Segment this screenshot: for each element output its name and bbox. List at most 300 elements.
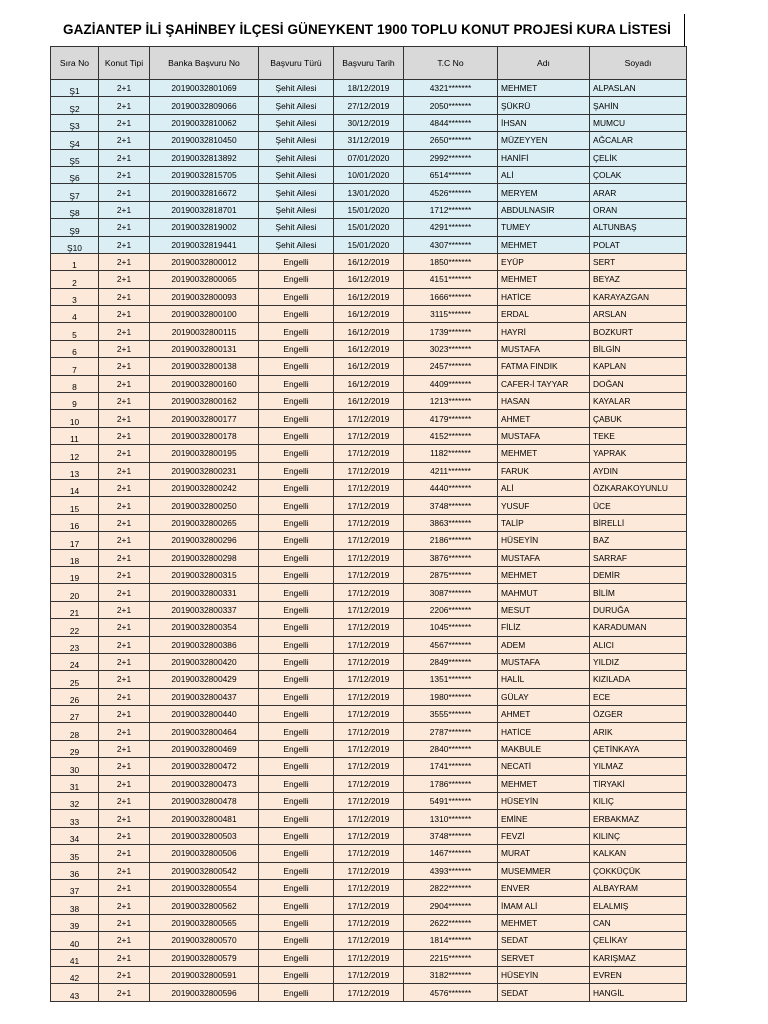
table-row: [51, 219, 687, 236]
table-row: [51, 497, 687, 514]
tc-no-cell: 1814*******: [404, 932, 498, 949]
basvuru-turu-cell: Engelli: [259, 862, 334, 879]
table-row: [51, 827, 687, 844]
adi-cell: ENVER: [498, 879, 590, 896]
konut-tipi-cell: 2+1: [99, 758, 150, 775]
basvuru-turu-cell: Engelli: [259, 932, 334, 949]
table-row: [51, 636, 687, 653]
basvuru-tarih-cell: 17/12/2019: [334, 879, 404, 896]
tc-no-cell: 1739*******: [404, 323, 498, 340]
sira-no-cell: 26: [51, 688, 99, 705]
soyadi-cell: DURUĞA: [590, 601, 687, 618]
konut-tipi-cell: 2+1: [99, 966, 150, 983]
sira-no-cell: 24: [51, 653, 99, 670]
table-row: [51, 653, 687, 670]
table-row: [51, 566, 687, 583]
tc-no-cell: 2992*******: [404, 149, 498, 166]
basvuru-tarih-cell: 17/12/2019: [334, 584, 404, 601]
basvuru-turu-cell: Şehit Ailesi: [259, 236, 334, 253]
soyadi-cell: ÇABUK: [590, 410, 687, 427]
table-row: [51, 706, 687, 723]
basvuru-tarih-cell: 17/12/2019: [334, 845, 404, 862]
banka-basvuru-no-cell: 20190032800440: [150, 706, 259, 723]
basvuru-tarih-cell: 17/12/2019: [334, 566, 404, 583]
basvuru-tarih-cell: 16/12/2019: [334, 340, 404, 357]
page-edge-line: [684, 14, 685, 46]
adi-cell: MAKBULE: [498, 740, 590, 757]
basvuru-turu-cell: Engelli: [259, 827, 334, 844]
basvuru-tarih-cell: 17/12/2019: [334, 462, 404, 479]
banka-basvuru-no-cell: 20190032800596: [150, 984, 259, 1001]
sira-no-cell: Ş7: [51, 184, 99, 201]
adi-cell: ALİ: [498, 479, 590, 496]
basvuru-tarih-cell: 31/12/2019: [334, 132, 404, 149]
banka-basvuru-no-cell: 20190032800178: [150, 427, 259, 444]
konut-tipi-cell: 2+1: [99, 97, 150, 114]
basvuru-tarih-cell: 17/12/2019: [334, 706, 404, 723]
header-basvuru-turu: Başvuru Türü: [259, 47, 334, 80]
soyadi-cell: DEMİR: [590, 566, 687, 583]
soyadi-cell: YILDIZ: [590, 653, 687, 670]
sira-no-cell: Ş5: [51, 149, 99, 166]
tc-no-cell: 3023*******: [404, 340, 498, 357]
basvuru-turu-cell: Şehit Ailesi: [259, 219, 334, 236]
basvuru-turu-cell: Engelli: [259, 288, 334, 305]
sira-no-cell: 23: [51, 636, 99, 653]
basvuru-turu-cell: Şehit Ailesi: [259, 166, 334, 183]
konut-tipi-cell: 2+1: [99, 236, 150, 253]
sira-no-cell: 17: [51, 532, 99, 549]
konut-tipi-cell: 2+1: [99, 427, 150, 444]
basvuru-turu-cell: Engelli: [259, 810, 334, 827]
soyadi-cell: ALTUNBAŞ: [590, 219, 687, 236]
tc-no-cell: 3863*******: [404, 514, 498, 531]
table-row: [51, 462, 687, 479]
basvuru-turu-cell: Engelli: [259, 636, 334, 653]
table-row: [51, 97, 687, 114]
soyadi-cell: ALBAYRAM: [590, 879, 687, 896]
soyadi-cell: ALICI: [590, 636, 687, 653]
konut-tipi-cell: 2+1: [99, 845, 150, 862]
banka-basvuru-no-cell: 20190032800160: [150, 375, 259, 392]
konut-tipi-cell: 2+1: [99, 132, 150, 149]
sira-no-cell: 9: [51, 393, 99, 410]
konut-tipi-cell: 2+1: [99, 619, 150, 636]
sira-no-cell: 13: [51, 462, 99, 479]
tc-no-cell: 2050*******: [404, 97, 498, 114]
adi-cell: MEHMET: [498, 914, 590, 931]
basvuru-turu-cell: Engelli: [259, 479, 334, 496]
basvuru-tarih-cell: 17/12/2019: [334, 445, 404, 462]
konut-tipi-cell: 2+1: [99, 740, 150, 757]
basvuru-tarih-cell: 17/12/2019: [334, 497, 404, 514]
tc-no-cell: 4409*******: [404, 375, 498, 392]
sira-no-cell: 5: [51, 323, 99, 340]
tc-no-cell: 2849*******: [404, 653, 498, 670]
adi-cell: MAHMUT: [498, 584, 590, 601]
konut-tipi-cell: 2+1: [99, 410, 150, 427]
table-row: [51, 793, 687, 810]
sira-no-cell: 21: [51, 601, 99, 618]
basvuru-tarih-cell: 17/12/2019: [334, 619, 404, 636]
basvuru-turu-cell: Engelli: [259, 306, 334, 323]
basvuru-tarih-cell: 17/12/2019: [334, 914, 404, 931]
basvuru-turu-cell: Engelli: [259, 253, 334, 270]
tc-no-cell: 1850*******: [404, 253, 498, 270]
table-row: [51, 166, 687, 183]
basvuru-turu-cell: Engelli: [259, 393, 334, 410]
adi-cell: HAYRİ: [498, 323, 590, 340]
tc-no-cell: 4844*******: [404, 114, 498, 131]
tc-no-cell: 3115*******: [404, 306, 498, 323]
table-row: [51, 862, 687, 879]
basvuru-tarih-cell: 17/12/2019: [334, 862, 404, 879]
adi-cell: HASAN: [498, 393, 590, 410]
basvuru-tarih-cell: 18/12/2019: [334, 80, 404, 97]
basvuru-turu-cell: Şehit Ailesi: [259, 80, 334, 97]
basvuru-tarih-cell: 17/12/2019: [334, 723, 404, 740]
konut-tipi-cell: 2+1: [99, 653, 150, 670]
basvuru-tarih-cell: 16/12/2019: [334, 323, 404, 340]
page-title: GAZİANTEP İLİ ŞAHİNBEY İLÇESİ GÜNEYKENT 1900 TOPLU KONUT PROJESİ KURA LİSTESİ: [62, 22, 672, 37]
basvuru-turu-cell: Şehit Ailesi: [259, 149, 334, 166]
banka-basvuru-no-cell: 20190032800506: [150, 845, 259, 862]
soyadi-cell: ÇOKKÜÇÜK: [590, 862, 687, 879]
soyadi-cell: KARIŞMAZ: [590, 949, 687, 966]
soyadi-cell: ELALMIŞ: [590, 897, 687, 914]
konut-tipi-cell: 2+1: [99, 462, 150, 479]
basvuru-tarih-cell: 17/12/2019: [334, 966, 404, 983]
adi-cell: FİLİZ: [498, 619, 590, 636]
soyadi-cell: EVREN: [590, 966, 687, 983]
banka-basvuru-no-cell: 20190032800337: [150, 601, 259, 618]
tc-no-cell: 2822*******: [404, 879, 498, 896]
tc-no-cell: 3182*******: [404, 966, 498, 983]
tc-no-cell: 4211*******: [404, 462, 498, 479]
konut-tipi-cell: 2+1: [99, 358, 150, 375]
tc-no-cell: 3876*******: [404, 549, 498, 566]
tc-no-cell: 1045*******: [404, 619, 498, 636]
soyadi-cell: HANGİL: [590, 984, 687, 1001]
adi-cell: HÜSEYİN: [498, 966, 590, 983]
sira-no-cell: 25: [51, 671, 99, 688]
adi-cell: TUMEY: [498, 219, 590, 236]
konut-tipi-cell: 2+1: [99, 253, 150, 270]
table-row: [51, 966, 687, 983]
basvuru-turu-cell: Engelli: [259, 323, 334, 340]
table-row: [51, 184, 687, 201]
adi-cell: MUSTAFA: [498, 653, 590, 670]
tc-no-cell: 3748*******: [404, 827, 498, 844]
basvuru-turu-cell: Engelli: [259, 271, 334, 288]
adi-cell: FARUK: [498, 462, 590, 479]
banka-basvuru-no-cell: 20190032800562: [150, 897, 259, 914]
soyadi-cell: KAYALAR: [590, 393, 687, 410]
banka-basvuru-no-cell: 20190032818701: [150, 201, 259, 218]
basvuru-turu-cell: Engelli: [259, 758, 334, 775]
basvuru-tarih-cell: 17/12/2019: [334, 793, 404, 810]
tc-no-cell: 2787*******: [404, 723, 498, 740]
soyadi-cell: BİRELLİ: [590, 514, 687, 531]
sira-no-cell: 19: [51, 566, 99, 583]
adi-cell: FATMA FINDIK: [498, 358, 590, 375]
soyadi-cell: MUMCU: [590, 114, 687, 131]
table-row: [51, 879, 687, 896]
sira-no-cell: 37: [51, 879, 99, 896]
table-row: [51, 619, 687, 636]
soyadi-cell: BOZKURT: [590, 323, 687, 340]
tc-no-cell: 4526*******: [404, 184, 498, 201]
basvuru-tarih-cell: 17/12/2019: [334, 427, 404, 444]
konut-tipi-cell: 2+1: [99, 810, 150, 827]
banka-basvuru-no-cell: 20190032800115: [150, 323, 259, 340]
tc-no-cell: 5491*******: [404, 793, 498, 810]
adi-cell: TALİP: [498, 514, 590, 531]
basvuru-tarih-cell: 10/01/2020: [334, 166, 404, 183]
adi-cell: AHMET: [498, 706, 590, 723]
table-row: [51, 758, 687, 775]
konut-tipi-cell: 2+1: [99, 914, 150, 931]
banka-basvuru-no-cell: 20190032800331: [150, 584, 259, 601]
table-row: [51, 671, 687, 688]
adi-cell: ADEM: [498, 636, 590, 653]
basvuru-turu-cell: Engelli: [259, 601, 334, 618]
konut-tipi-cell: 2+1: [99, 775, 150, 792]
soyadi-cell: ŞAHİN: [590, 97, 687, 114]
basvuru-tarih-cell: 17/12/2019: [334, 810, 404, 827]
konut-tipi-cell: 2+1: [99, 706, 150, 723]
soyadi-cell: ÇELİK: [590, 149, 687, 166]
table-row: [51, 201, 687, 218]
banka-basvuru-no-cell: 20190032810450: [150, 132, 259, 149]
basvuru-turu-cell: Şehit Ailesi: [259, 201, 334, 218]
soyadi-cell: ÇOLAK: [590, 166, 687, 183]
basvuru-tarih-cell: 17/12/2019: [334, 740, 404, 757]
soyadi-cell: ÜCE: [590, 497, 687, 514]
table-row: [51, 445, 687, 462]
banka-basvuru-no-cell: 20190032800429: [150, 671, 259, 688]
sira-no-cell: Ş10: [51, 236, 99, 253]
header-tc-no: T.C No: [404, 47, 498, 80]
table-row: [51, 80, 687, 97]
konut-tipi-cell: 2+1: [99, 636, 150, 653]
soyadi-cell: SERT: [590, 253, 687, 270]
soyadi-cell: TİRYAKİ: [590, 775, 687, 792]
tc-no-cell: 1741*******: [404, 758, 498, 775]
konut-tipi-cell: 2+1: [99, 271, 150, 288]
basvuru-turu-cell: Şehit Ailesi: [259, 132, 334, 149]
soyadi-cell: YILMAZ: [590, 758, 687, 775]
konut-tipi-cell: 2+1: [99, 114, 150, 131]
konut-tipi-cell: 2+1: [99, 393, 150, 410]
sira-no-cell: 42: [51, 966, 99, 983]
table-row: [51, 897, 687, 914]
banka-basvuru-no-cell: 20190032800138: [150, 358, 259, 375]
sira-no-cell: Ş3: [51, 114, 99, 131]
konut-tipi-cell: 2+1: [99, 688, 150, 705]
banka-basvuru-no-cell: 20190032800542: [150, 862, 259, 879]
sira-no-cell: 20: [51, 584, 99, 601]
adi-cell: MÜZEYYEN: [498, 132, 590, 149]
sira-no-cell: Ş2: [51, 97, 99, 114]
banka-basvuru-no-cell: 20190032801069: [150, 80, 259, 97]
konut-tipi-cell: 2+1: [99, 827, 150, 844]
konut-tipi-cell: 2+1: [99, 549, 150, 566]
basvuru-tarih-cell: 27/12/2019: [334, 97, 404, 114]
adi-cell: AHMET: [498, 410, 590, 427]
konut-tipi-cell: 2+1: [99, 306, 150, 323]
sira-no-cell: Ş6: [51, 166, 99, 183]
banka-basvuru-no-cell: 20190032800473: [150, 775, 259, 792]
sira-no-cell: 22: [51, 619, 99, 636]
banka-basvuru-no-cell: 20190032800469: [150, 740, 259, 757]
basvuru-turu-cell: Şehit Ailesi: [259, 97, 334, 114]
sira-no-cell: 31: [51, 775, 99, 792]
banka-basvuru-no-cell: 20190032800265: [150, 514, 259, 531]
basvuru-turu-cell: Engelli: [259, 497, 334, 514]
konut-tipi-cell: 2+1: [99, 984, 150, 1001]
basvuru-tarih-cell: 17/12/2019: [334, 410, 404, 427]
basvuru-tarih-cell: 16/12/2019: [334, 288, 404, 305]
konut-tipi-cell: 2+1: [99, 323, 150, 340]
soyadi-cell: ARSLAN: [590, 306, 687, 323]
soyadi-cell: BİLİM: [590, 584, 687, 601]
banka-basvuru-no-cell: 20190032800464: [150, 723, 259, 740]
basvuru-turu-cell: Engelli: [259, 584, 334, 601]
banka-basvuru-no-cell: 20190032800570: [150, 932, 259, 949]
basvuru-tarih-cell: 07/01/2020: [334, 149, 404, 166]
soyadi-cell: BEYAZ: [590, 271, 687, 288]
sira-no-cell: Ş9: [51, 219, 99, 236]
sira-no-cell: 27: [51, 706, 99, 723]
adi-cell: ERDAL: [498, 306, 590, 323]
basvuru-tarih-cell: 17/12/2019: [334, 532, 404, 549]
konut-tipi-cell: 2+1: [99, 201, 150, 218]
banka-basvuru-no-cell: 20190032815705: [150, 166, 259, 183]
banka-basvuru-no-cell: 20190032800231: [150, 462, 259, 479]
table-row: [51, 584, 687, 601]
sira-no-cell: 41: [51, 949, 99, 966]
basvuru-turu-cell: Engelli: [259, 914, 334, 931]
basvuru-turu-cell: Engelli: [259, 549, 334, 566]
banka-basvuru-no-cell: 20190032800250: [150, 497, 259, 514]
adi-cell: MEHMET: [498, 271, 590, 288]
konut-tipi-cell: 2+1: [99, 166, 150, 183]
adi-cell: MUSTAFA: [498, 427, 590, 444]
tc-no-cell: 2186*******: [404, 532, 498, 549]
soyadi-cell: DOĞAN: [590, 375, 687, 392]
soyadi-cell: KILINÇ: [590, 827, 687, 844]
basvuru-turu-cell: Engelli: [259, 966, 334, 983]
table-row: [51, 323, 687, 340]
header-basvuru-tarih: Başvuru Tarih: [334, 47, 404, 80]
soyadi-cell: ORAN: [590, 201, 687, 218]
kura-list-table: [50, 46, 687, 1002]
basvuru-tarih-cell: 17/12/2019: [334, 775, 404, 792]
adi-cell: MUSTAFA: [498, 340, 590, 357]
adi-cell: HANİFİ: [498, 149, 590, 166]
basvuru-tarih-cell: 17/12/2019: [334, 636, 404, 653]
banka-basvuru-no-cell: 20190032800296: [150, 532, 259, 549]
tc-no-cell: 1310*******: [404, 810, 498, 827]
soyadi-cell: ARAR: [590, 184, 687, 201]
konut-tipi-cell: 2+1: [99, 514, 150, 531]
header-konut-tipi: Konut Tipi: [99, 47, 150, 80]
konut-tipi-cell: 2+1: [99, 932, 150, 949]
sira-no-cell: 2: [51, 271, 99, 288]
sira-no-cell: 35: [51, 845, 99, 862]
table-row: [51, 236, 687, 253]
konut-tipi-cell: 2+1: [99, 862, 150, 879]
basvuru-tarih-cell: 17/12/2019: [334, 653, 404, 670]
adi-cell: EMİNE: [498, 810, 590, 827]
table-row: [51, 740, 687, 757]
adi-cell: MUSEMMER: [498, 862, 590, 879]
table-row: [51, 532, 687, 549]
soyadi-cell: TEKE: [590, 427, 687, 444]
adi-cell: HÜSEYİN: [498, 793, 590, 810]
basvuru-tarih-cell: 17/12/2019: [334, 549, 404, 566]
adi-cell: ABDULNASIR: [498, 201, 590, 218]
basvuru-turu-cell: Engelli: [259, 566, 334, 583]
adi-cell: MERYEM: [498, 184, 590, 201]
basvuru-turu-cell: Şehit Ailesi: [259, 114, 334, 131]
adi-cell: MEHMET: [498, 775, 590, 792]
soyadi-cell: ARIK: [590, 723, 687, 740]
table-row: [51, 132, 687, 149]
table-row: [51, 984, 687, 1001]
tc-no-cell: 2840*******: [404, 740, 498, 757]
table-row: [51, 688, 687, 705]
konut-tipi-cell: 2+1: [99, 584, 150, 601]
konut-tipi-cell: 2+1: [99, 479, 150, 496]
basvuru-turu-cell: Engelli: [259, 793, 334, 810]
banka-basvuru-no-cell: 20190032800472: [150, 758, 259, 775]
table-row: [51, 427, 687, 444]
table-row: [51, 253, 687, 270]
basvuru-tarih-cell: 16/12/2019: [334, 393, 404, 410]
table-row: [51, 393, 687, 410]
soyadi-cell: ÖZKARAKOYUNLU: [590, 479, 687, 496]
basvuru-tarih-cell: 17/12/2019: [334, 601, 404, 618]
konut-tipi-cell: 2+1: [99, 288, 150, 305]
table-row: [51, 410, 687, 427]
banka-basvuru-no-cell: 20190032800093: [150, 288, 259, 305]
adi-cell: MEHMET: [498, 566, 590, 583]
soyadi-cell: KALKAN: [590, 845, 687, 862]
soyadi-cell: ALPASLAN: [590, 80, 687, 97]
basvuru-turu-cell: Engelli: [259, 375, 334, 392]
table-header-row: [51, 47, 687, 80]
adi-cell: EYÜP: [498, 253, 590, 270]
table-row: [51, 340, 687, 357]
sira-no-cell: 32: [51, 793, 99, 810]
tc-no-cell: 6514*******: [404, 166, 498, 183]
basvuru-turu-cell: Engelli: [259, 671, 334, 688]
basvuru-tarih-cell: 16/12/2019: [334, 358, 404, 375]
tc-no-cell: 4576*******: [404, 984, 498, 1001]
sira-no-cell: 8: [51, 375, 99, 392]
tc-no-cell: 4440*******: [404, 479, 498, 496]
konut-tipi-cell: 2+1: [99, 723, 150, 740]
tc-no-cell: 4152*******: [404, 427, 498, 444]
banka-basvuru-no-cell: 20190032819002: [150, 219, 259, 236]
sira-no-cell: 16: [51, 514, 99, 531]
tc-no-cell: 1467*******: [404, 845, 498, 862]
soyadi-cell: KARAYAZGAN: [590, 288, 687, 305]
tc-no-cell: 1182*******: [404, 445, 498, 462]
adi-cell: SEDAT: [498, 932, 590, 949]
